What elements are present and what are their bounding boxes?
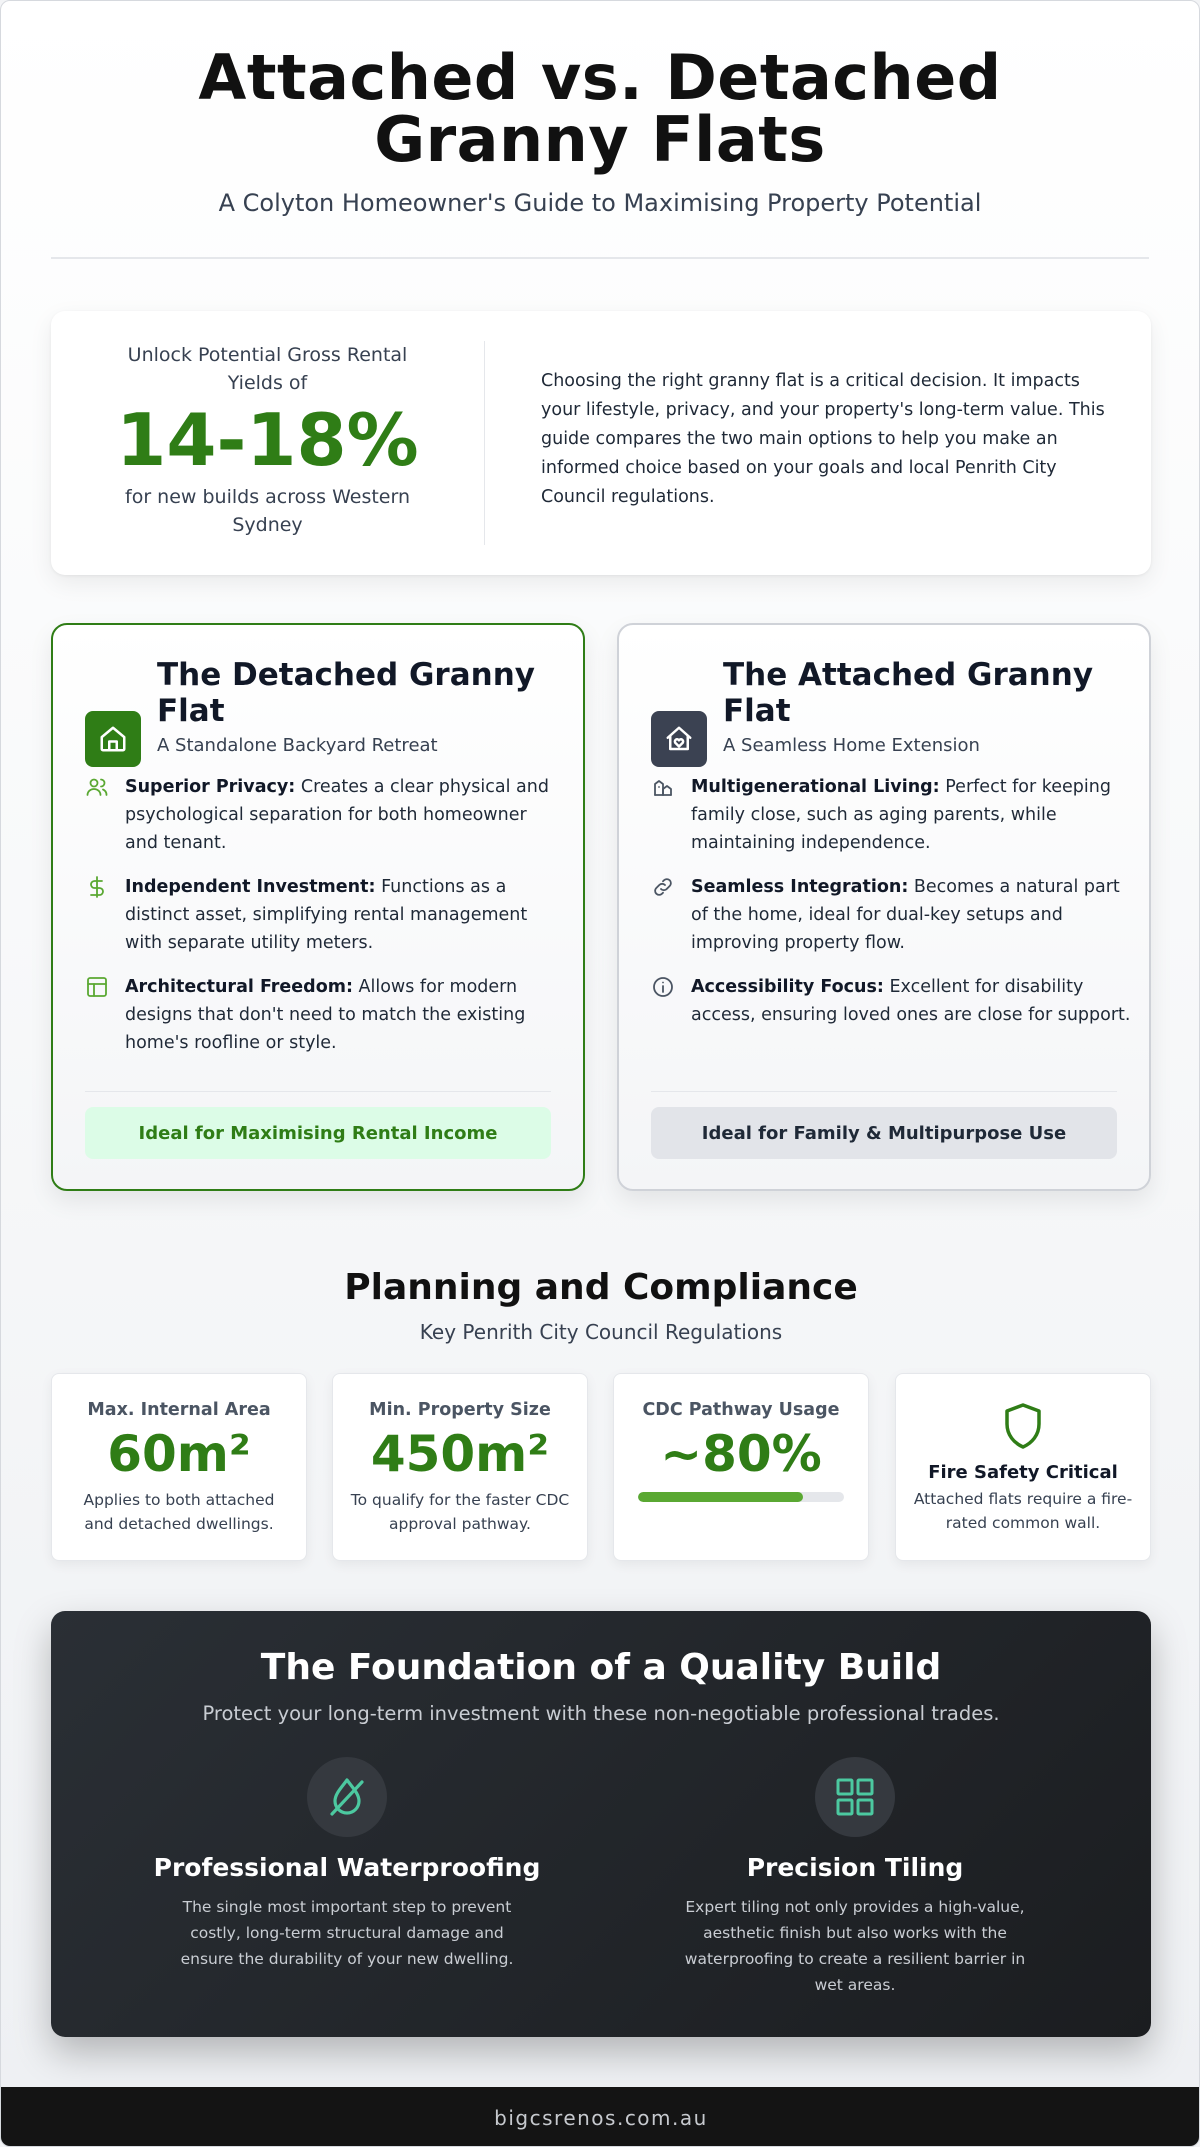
yield-stat: [51, 341, 485, 545]
home-heart-icon: [651, 711, 707, 767]
dollar-icon: [85, 875, 109, 899]
feature-heading: Architectural Freedom:: [125, 977, 353, 997]
metric-card-fire-safety: [895, 1373, 1151, 1561]
metric-card-property-size: [332, 1373, 588, 1561]
page-subtitle: A Colyton Homeowner's Guide to Maximising Property Potential: [218, 189, 982, 217]
list-item: [85, 873, 565, 957]
trade-title: Precision Tiling: [746, 1853, 964, 1882]
list-item: [651, 973, 1131, 1029]
metric-card-cdc-usage: [613, 1373, 869, 1561]
footer-link[interactable]: bigcsrenos.com.au: [494, 2105, 708, 2130]
cdc-progress-bar: [638, 1492, 844, 1502]
feature-text: Becomes a natural part of the home, ideal for dual-key setups and improving property flow.: [691, 877, 1120, 953]
list-item: [651, 773, 1131, 857]
list-item: [651, 873, 1131, 957]
link-icon: [651, 875, 675, 899]
yield-stat-value: 14-18%: [116, 398, 419, 482]
page-header: [1, 1, 1199, 259]
feature-text: Creates a clear physical and psychological separation for both homeowner and tenant.: [125, 777, 549, 853]
attached-feature-list: [651, 773, 1131, 1045]
metric-desc: To qualify for the faster CDC approval pathway.: [350, 1491, 570, 1533]
metric-label: Min. Property Size: [369, 1400, 551, 1420]
attached-tagline: A Seamless Home Extension: [723, 735, 980, 756]
planning-title: Planning and Compliance: [344, 1267, 858, 1308]
detached-title: The Detached Granny Flat: [157, 657, 535, 729]
detached-cta-badge: Ideal for Maximising Rental Income: [85, 1107, 551, 1159]
detached-tagline: A Standalone Backyard Retreat: [157, 735, 438, 756]
feature-heading: Independent Investment:: [125, 877, 376, 897]
tiles-icon: [815, 1757, 895, 1837]
trade-desc: The single most important step to prevent costly, long-term structural damage and ensure the durability of your new dwelling.: [180, 1898, 514, 1968]
shield-icon: [896, 1402, 1150, 1452]
trade-tiling: [655, 1757, 1055, 1998]
list-item: [85, 773, 565, 857]
quality-build-section: [51, 1611, 1151, 2037]
attached-title: The Attached Granny Flat: [723, 657, 1094, 729]
detached-card: [51, 623, 585, 1191]
yield-stat-label: Unlock Potential Gross Rental Yields of: [127, 344, 408, 394]
users-icon: [85, 775, 109, 799]
header-divider: [51, 257, 1149, 259]
intro-card: [51, 311, 1151, 575]
waterproofing-icon: [307, 1757, 387, 1837]
attached-card: [617, 623, 1151, 1191]
quality-subtitle: Protect your long-term investment with these non-negotiable professional trades.: [202, 1702, 1000, 1725]
attached-card-header: [651, 657, 1121, 756]
page-title: Attached vs. Detached Granny Flats: [198, 41, 1002, 176]
detached-feature-list: [85, 773, 565, 1073]
card-divider: [651, 1091, 1117, 1092]
card-divider: [85, 1091, 551, 1092]
metric-desc: Applies to both attached and detached dwellings.: [83, 1491, 275, 1533]
metric-title: Fire Safety Critical: [928, 1462, 1118, 1483]
detached-card-header: [85, 657, 555, 756]
feature-text: Allows for modern designs that don't need to match the existing home's roofline or style.: [125, 977, 526, 1053]
feature-heading: Accessibility Focus:: [691, 977, 884, 997]
intro-text: Choosing the right granny flat is a critical decision. It impacts your lifestyle, privacy, and your property's long-term value. This guide compares the two main options to help you make an informed choice based on your goals and local Penrith City Council regulations.: [541, 371, 1105, 507]
info-icon: [651, 975, 675, 999]
trade-desc: Expert tiling not only provides a high-value, aesthetic finish but also works with the waterproofing to create a resilient barrier in wet areas.: [684, 1898, 1026, 1994]
feature-text: Functions as a distinct asset, simplifying rental management with separate utility meters.: [125, 877, 528, 953]
metric-value: ~80%: [660, 1425, 822, 1483]
feature-heading: Superior Privacy:: [125, 777, 296, 797]
feature-text: Excellent for disability access, ensuring loved ones are close for support.: [691, 977, 1131, 1025]
metric-value: 450m²: [370, 1425, 550, 1483]
family-icon: [651, 775, 675, 799]
attached-cta-badge: Ideal for Family & Multipurpose Use: [651, 1107, 1117, 1159]
house-icon: [85, 711, 141, 767]
layout-icon: [85, 975, 109, 999]
list-item: [85, 973, 565, 1057]
metric-desc: Attached flats require a fire-rated common wall.: [913, 1490, 1133, 1532]
cdc-progress-fill: [638, 1492, 803, 1502]
yield-stat-sub: for new builds across Western Sydney: [125, 486, 410, 536]
feature-heading: Multigenerational Living:: [691, 777, 940, 797]
quality-title: The Foundation of a Quality Build: [260, 1647, 942, 1688]
trade-title: Professional Waterproofing: [153, 1853, 541, 1882]
metric-label: Max. Internal Area: [87, 1400, 271, 1420]
planning-header: [1, 1267, 1200, 1344]
metric-value: 60m²: [107, 1425, 251, 1483]
feature-heading: Seamless Integration:: [691, 877, 909, 897]
metric-card-internal-area: [51, 1373, 307, 1561]
feature-text: Perfect for keeping family close, such as aging parents, while maintaining independence.: [691, 777, 1111, 853]
planning-subtitle: Key Penrith City Council Regulations: [419, 1320, 783, 1344]
trade-waterproofing: [147, 1757, 547, 1972]
metric-label: CDC Pathway Usage: [642, 1400, 840, 1420]
page-footer: [1, 2087, 1200, 2147]
